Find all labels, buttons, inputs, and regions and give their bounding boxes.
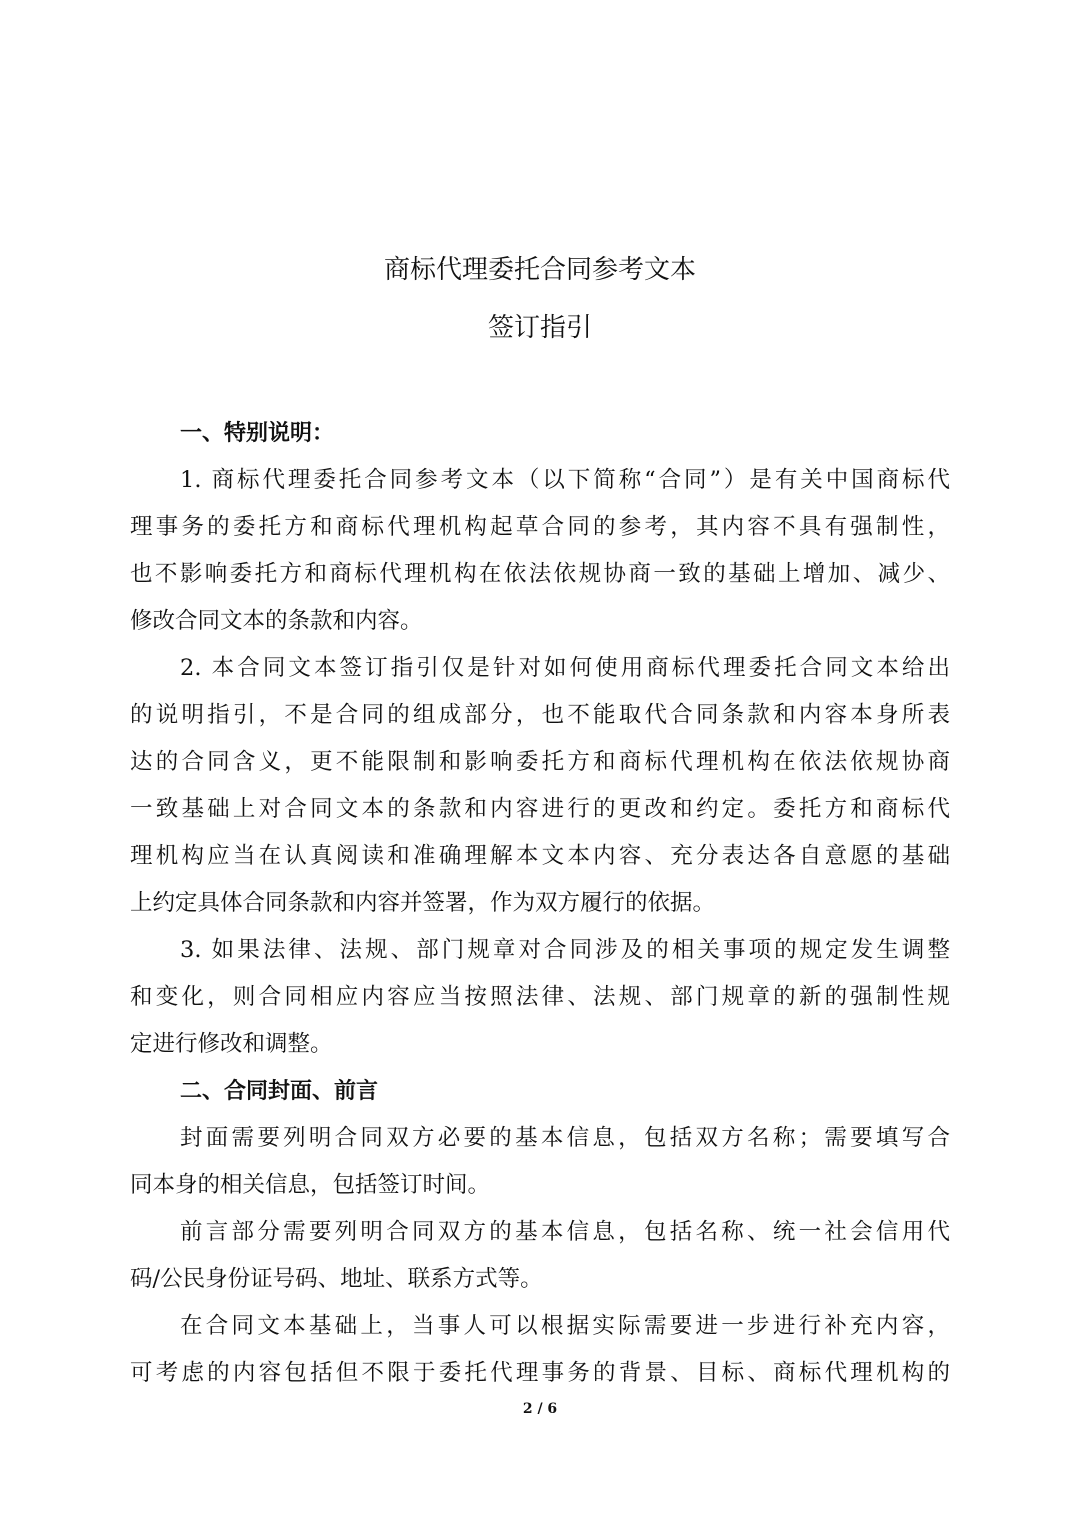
text-line: 的说明指引，不是合同的组成部分，也不能取代合同条款和内容本身所表 — [130, 702, 950, 728]
document-body — [130, 410, 950, 1397]
text-line: 一致基础上对合同文本的条款和内容进行的更改和约定。委托方和商标代 — [130, 796, 950, 822]
text-line: 封面需要列明合同双方必要的基本信息，包括双方名称；需要填写合 — [180, 1125, 950, 1151]
text-line: 上约定具体合同条款和内容并签署，作为双方履行的依据。 — [130, 890, 716, 916]
text-line: 在合同文本基础上，当事人可以根据实际需要进一步进行补充内容， — [180, 1313, 950, 1339]
text-line: 可考虑的内容包括但不限于委托代理事务的背景、目标、商标代理机构的 — [130, 1360, 950, 1386]
text-line: 达的合同含义，更不能限制和影响委托方和商标代理机构在依法依规协商 — [130, 749, 950, 775]
text-line: 定进行修改和调整。 — [130, 1031, 333, 1057]
document-subtitle: 签订指引 — [487, 313, 592, 343]
text-line: 也不影响委托方和商标代理机构在依法依规协商一致的基础上增加、减少、 — [130, 561, 950, 587]
text-line: 同本身的相关信息，包括签订时间。 — [130, 1172, 491, 1198]
text-line: 和变化，则合同相应内容应当按照法律、法规、部门规章的新的强制性规 — [130, 984, 950, 1010]
text-line: 前言部分需要列明合同双方的基本信息，包括名称、统一社会信用代 — [180, 1219, 950, 1245]
text-line: 码/公民身份证号码、地址、联系方式等。 — [130, 1266, 543, 1292]
text-line: 理机构应当在认真阅读和准确理解本文本内容、充分表达各自意愿的基础 — [130, 843, 950, 869]
section-heading: 一、特别说明： — [180, 421, 335, 446]
document-title: 商标代理委托合同参考文本 — [383, 255, 696, 285]
text-line: 3. 如果法律、法规、部门规章对合同涉及的相关事项的规定发生调整 — [180, 937, 950, 963]
text-line: 1. 商标代理委托合同参考文本（以下简称“合同”）是有关中国商标代 — [180, 467, 950, 493]
page-number: 2 / 6 — [522, 1401, 558, 1417]
text-line: 修改合同文本的条款和内容。 — [130, 608, 423, 634]
section-heading: 二、合同封面、前言 — [180, 1079, 379, 1104]
text-line: 2. 本合同文本签订指引仅是针对如何使用商标代理委托合同文本给出 — [180, 655, 950, 681]
text-line: 理事务的委托方和商标代理机构起草合同的参考，其内容不具有强制性， — [130, 514, 950, 540]
